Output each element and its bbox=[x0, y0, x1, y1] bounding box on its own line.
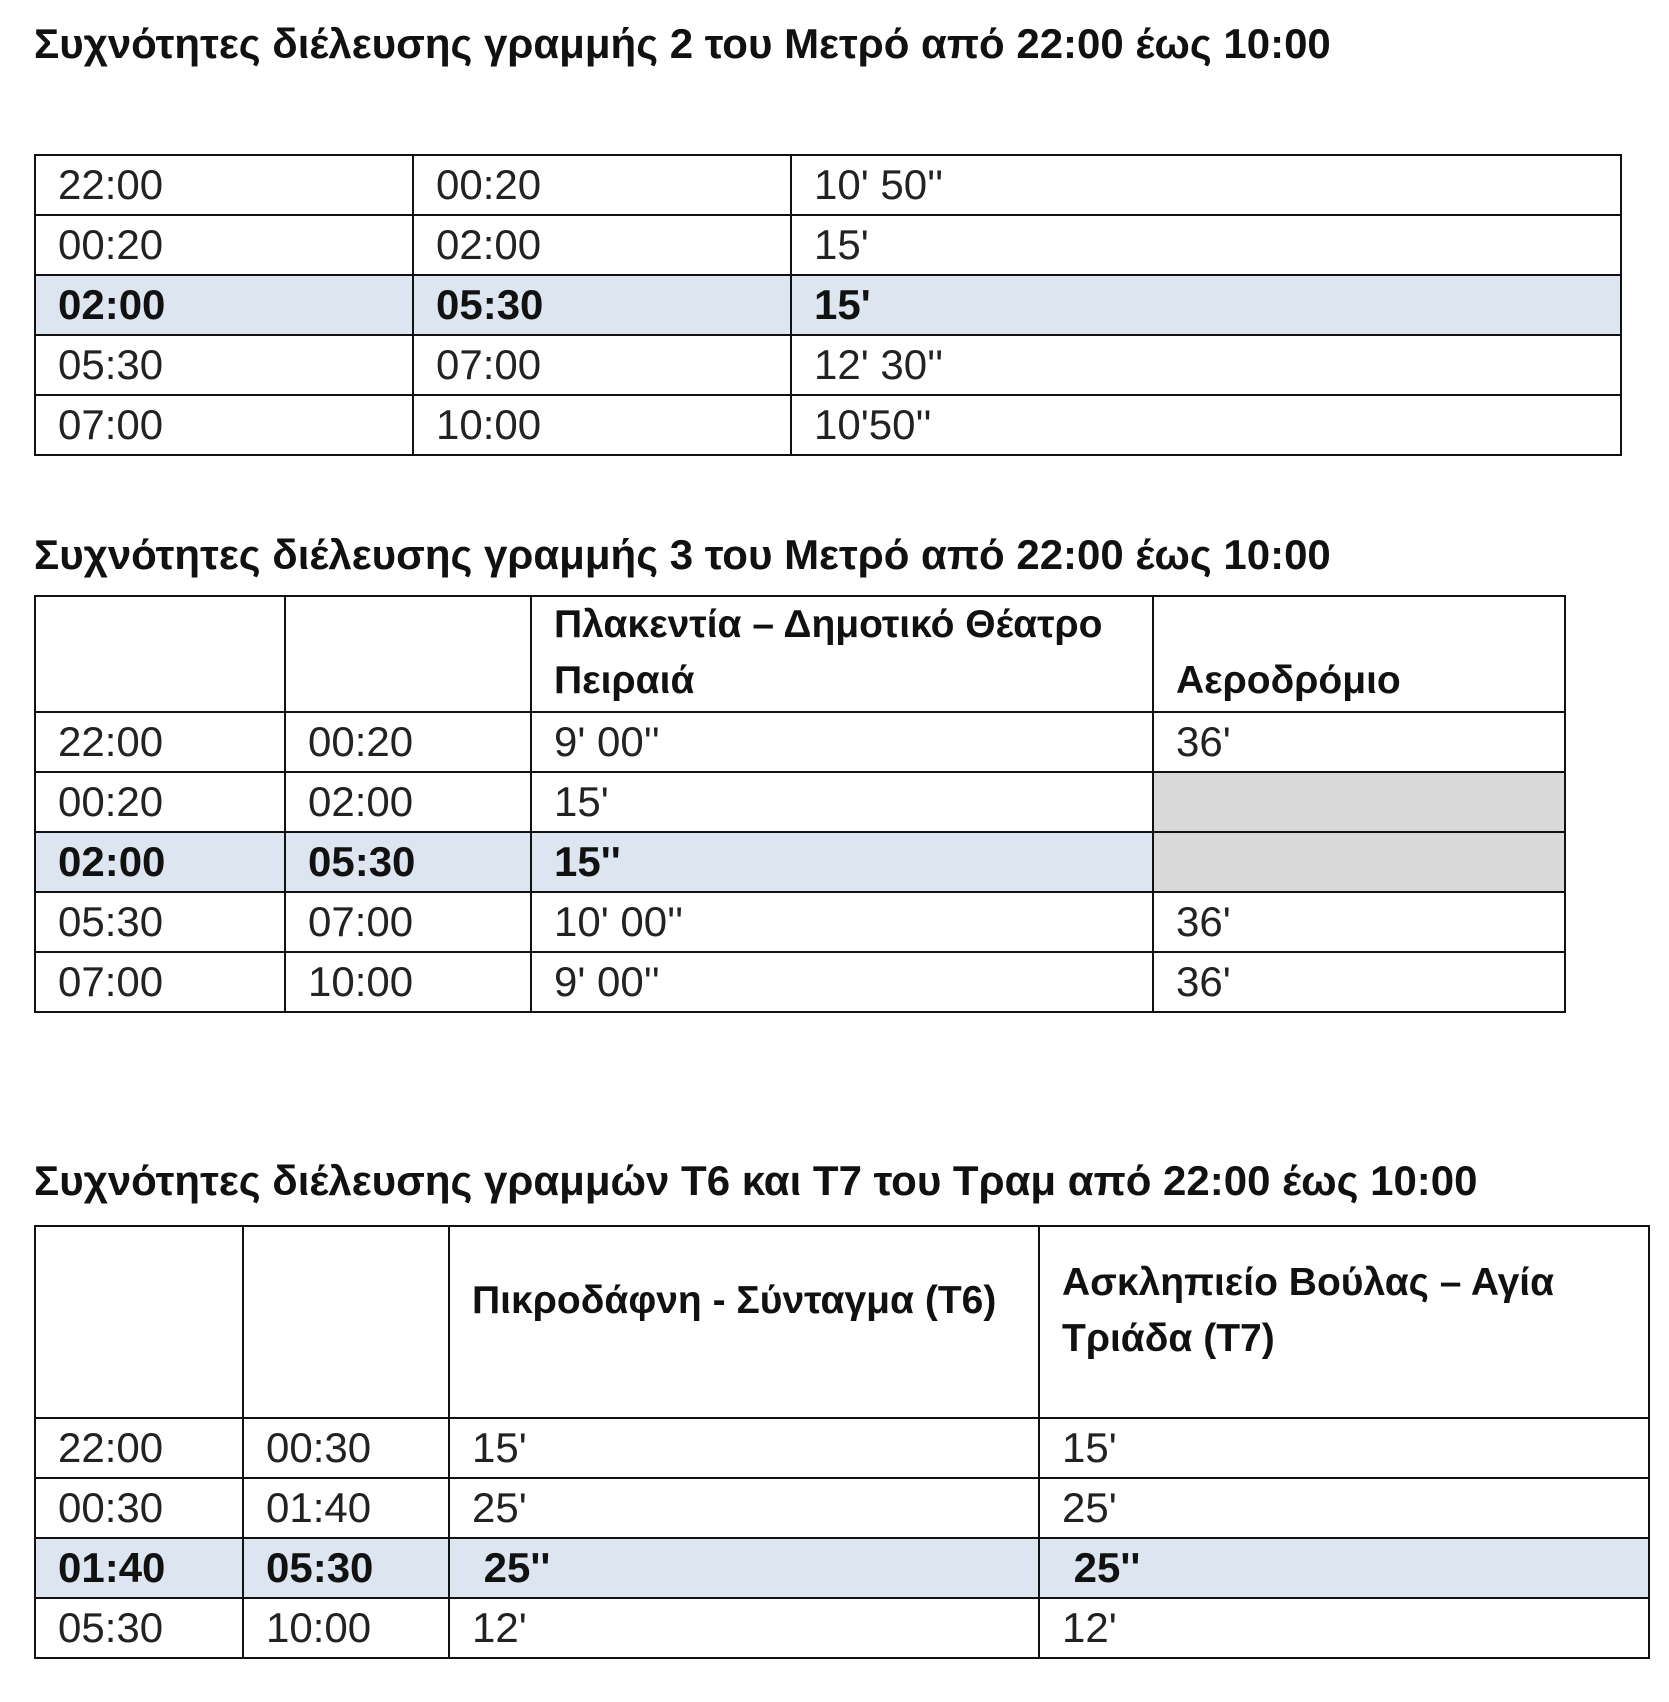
frequency-t6: 12' bbox=[449, 1598, 1039, 1658]
header-to bbox=[243, 1226, 449, 1418]
frequency-t6: 25' bbox=[449, 1478, 1039, 1538]
from-time: 22:00 bbox=[35, 712, 285, 772]
frequency-airport-empty bbox=[1153, 832, 1565, 892]
frequency-main: 9' 00'' bbox=[531, 712, 1153, 772]
frequency: 10' 50'' bbox=[791, 155, 1621, 215]
metro-line2-title: Συχνότητες διέλευσης γραμμής 2 του Μετρό από 22:00 έως 10:00 bbox=[34, 20, 1331, 67]
table-row-highlighted bbox=[35, 832, 1565, 892]
frequency: 15' bbox=[791, 275, 1621, 335]
frequency-main: 15'' bbox=[531, 832, 1153, 892]
table-row bbox=[35, 1418, 1649, 1478]
table-header-row bbox=[35, 1226, 1649, 1418]
to-time: 10:00 bbox=[285, 952, 531, 1012]
header-plakentia-piraeus: Πλακεντία – Δημοτικό Θέατρο Πειραιά bbox=[531, 596, 1153, 712]
header-to bbox=[285, 596, 531, 712]
table-row bbox=[35, 215, 1621, 275]
to-time: 10:00 bbox=[413, 395, 791, 455]
to-time: 05:30 bbox=[243, 1538, 449, 1598]
frequency-airport-empty bbox=[1153, 772, 1565, 832]
from-time: 05:30 bbox=[35, 1598, 243, 1658]
to-time: 00:20 bbox=[285, 712, 531, 772]
table-row bbox=[35, 1598, 1649, 1658]
table-row bbox=[35, 1478, 1649, 1538]
table-row bbox=[35, 772, 1565, 832]
frequency-airport: 36' bbox=[1153, 712, 1565, 772]
frequency-t7: 25'' bbox=[1039, 1538, 1649, 1598]
to-time: 02:00 bbox=[285, 772, 531, 832]
to-time: 02:00 bbox=[413, 215, 791, 275]
from-time: 05:30 bbox=[35, 892, 285, 952]
from-time: 22:00 bbox=[35, 1418, 243, 1478]
frequency-main: 9' 00'' bbox=[531, 952, 1153, 1012]
from-time: 02:00 bbox=[35, 832, 285, 892]
frequency-main: 10' 00'' bbox=[531, 892, 1153, 952]
table-row bbox=[35, 395, 1621, 455]
frequency-airport: 36' bbox=[1153, 892, 1565, 952]
table-row-highlighted bbox=[35, 1538, 1649, 1598]
from-time: 00:20 bbox=[35, 772, 285, 832]
to-time: 00:30 bbox=[243, 1418, 449, 1478]
tram-title: Συχνότητες διέλευσης γραμμών Τ6 και Τ7 του Τραμ από 22:00 έως 10:00 bbox=[34, 1157, 1478, 1204]
from-time: 00:20 bbox=[35, 215, 413, 275]
frequency: 15' bbox=[791, 215, 1621, 275]
to-time: 00:20 bbox=[413, 155, 791, 215]
to-time: 07:00 bbox=[413, 335, 791, 395]
from-time: 22:00 bbox=[35, 155, 413, 215]
from-time: 05:30 bbox=[35, 335, 413, 395]
frequency-airport: 36' bbox=[1153, 952, 1565, 1012]
header-from bbox=[35, 596, 285, 712]
metro-line3-title: Συχνότητες διέλευσης γραμμής 3 του Μετρό από 22:00 έως 10:00 bbox=[34, 531, 1331, 578]
from-time: 01:40 bbox=[35, 1538, 243, 1598]
from-time: 07:00 bbox=[35, 395, 413, 455]
to-time: 10:00 bbox=[243, 1598, 449, 1658]
frequency: 12' 30'' bbox=[791, 335, 1621, 395]
header-t6: Πικροδάφνη - Σύνταγμα (Τ6) bbox=[449, 1226, 1039, 1418]
to-time: 05:30 bbox=[413, 275, 791, 335]
frequency: 10'50'' bbox=[791, 395, 1621, 455]
to-time: 01:40 bbox=[243, 1478, 449, 1538]
frequency-t7: 12' bbox=[1039, 1598, 1649, 1658]
table-header-row bbox=[35, 596, 1565, 712]
header-t7: Ασκληπιείο Βούλας – Αγία Τριάδα (Τ7) bbox=[1039, 1226, 1649, 1418]
table-row-highlighted bbox=[35, 275, 1621, 335]
metro-line2-table bbox=[34, 154, 1622, 456]
metro-line3-table bbox=[34, 595, 1566, 1013]
from-time: 02:00 bbox=[35, 275, 413, 335]
header-from bbox=[35, 1226, 243, 1418]
from-time: 00:30 bbox=[35, 1478, 243, 1538]
frequency-main: 15' bbox=[531, 772, 1153, 832]
frequency-t6: 25'' bbox=[449, 1538, 1039, 1598]
frequency-t6: 15' bbox=[449, 1418, 1039, 1478]
table-row bbox=[35, 952, 1565, 1012]
from-time: 07:00 bbox=[35, 952, 285, 1012]
header-airport: Αεροδρόμιο bbox=[1153, 596, 1565, 712]
to-time: 05:30 bbox=[285, 832, 531, 892]
tram-table bbox=[34, 1225, 1650, 1659]
table-row bbox=[35, 712, 1565, 772]
table-row bbox=[35, 892, 1565, 952]
to-time: 07:00 bbox=[285, 892, 531, 952]
table-row bbox=[35, 155, 1621, 215]
frequency-t7: 15' bbox=[1039, 1418, 1649, 1478]
frequency-t7: 25' bbox=[1039, 1478, 1649, 1538]
table-row bbox=[35, 335, 1621, 395]
